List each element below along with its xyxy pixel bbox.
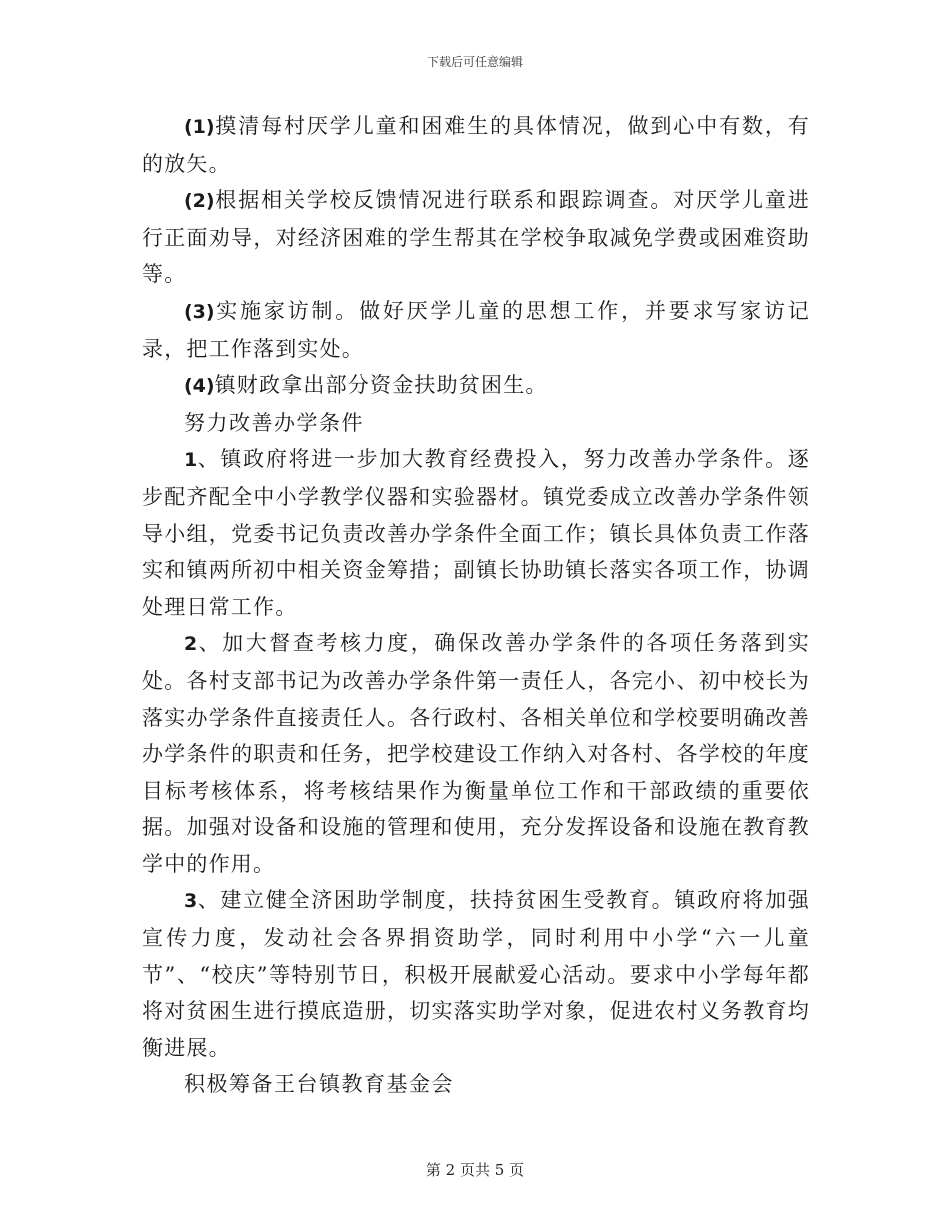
point-number: 3 [184, 890, 198, 913]
paragraph-point-1 [142, 441, 810, 625]
paragraph-text: 摸清每村厌学儿童和困难生的具体情况，做到心中有数，有的放矢。 [142, 114, 810, 176]
paragraph-item-4 [142, 367, 810, 405]
paragraph-text: 根据相关学校反馈情况进行联系和跟踪调查。对厌学儿童进行正面劝导，对经济困难的学生帮其在学校争取减免学费或困难资助等。 [142, 188, 810, 287]
paragraph-text: 、加大督查考核力度，确保改善办学条件的各项任务落到实处。各村支部书记为改善办学条件第一责任人，各完小、初中校长为落实办学条件直接责任人。各行政村、各相关单位和学校要明确改善办学条件的职责和任务，把学校建设工作纳入对各村、各学校的年度目标考核体系，将考核结果作为衡量单位工作和干部政绩的重要依据。加强对设备和设施的管理和使用，充分发挥设备和设施在教育教学中的作用。 [142, 631, 810, 876]
paragraph-text: 实施家访制。做好厌学儿童的思想工作，并要求写家访记录，把工作落到实处。 [142, 298, 810, 361]
paragraph-item-3 [142, 293, 810, 367]
paragraph-point-2 [142, 625, 810, 882]
section-heading-conditions [142, 405, 810, 442]
item-number: (4) [184, 375, 215, 398]
paragraph-point-3 [142, 882, 810, 1066]
point-number: 2 [184, 633, 198, 656]
document-body [142, 108, 810, 1103]
page-footer: 第 2 页共 5 页 [425, 1161, 525, 1179]
item-number: (2) [184, 190, 215, 213]
paragraph-text: 、建立健全济困助学制度，扶持贫困生受教育。镇政府将加强宣传力度，发动社会各界捐资助学，同时利用中小学“六一儿童节”、“校庆”等特别节日，积极开展献爱心活动。要求中小学每年都将对贫困生进行摸底造册，切实落实助学对象，促进农村义务教育均衡进展。 [142, 888, 810, 1060]
item-number: (1) [184, 116, 215, 138]
section-heading-text: 努力改善办学条件 [184, 410, 364, 435]
item-number: (3) [184, 300, 215, 323]
paragraph-text: 镇财政拿出部分资金扶助贫困生。 [214, 373, 548, 398]
section-heading-text: 积极筹备王台镇教育基金会 [184, 1072, 454, 1097]
paragraph-item-1 [142, 108, 810, 182]
paragraph-item-2 [142, 182, 810, 293]
point-number: 1 [184, 449, 198, 472]
paragraph-text: 、镇政府将进一步加大教育经费投入，努力改善办学条件。逐步配齐配全中小学教学仪器和实验器材。镇党委成立改善办学条件领导小组，党委书记负责改善办学条件全面工作；镇长具体负责工作落实和镇两所初中相关资金筹措；副镇长协助镇长落实各项工作，协调处理日常工作。 [142, 447, 810, 619]
page-header: 下载后可任意编辑 [426, 55, 523, 69]
section-heading-foundation [142, 1066, 810, 1103]
